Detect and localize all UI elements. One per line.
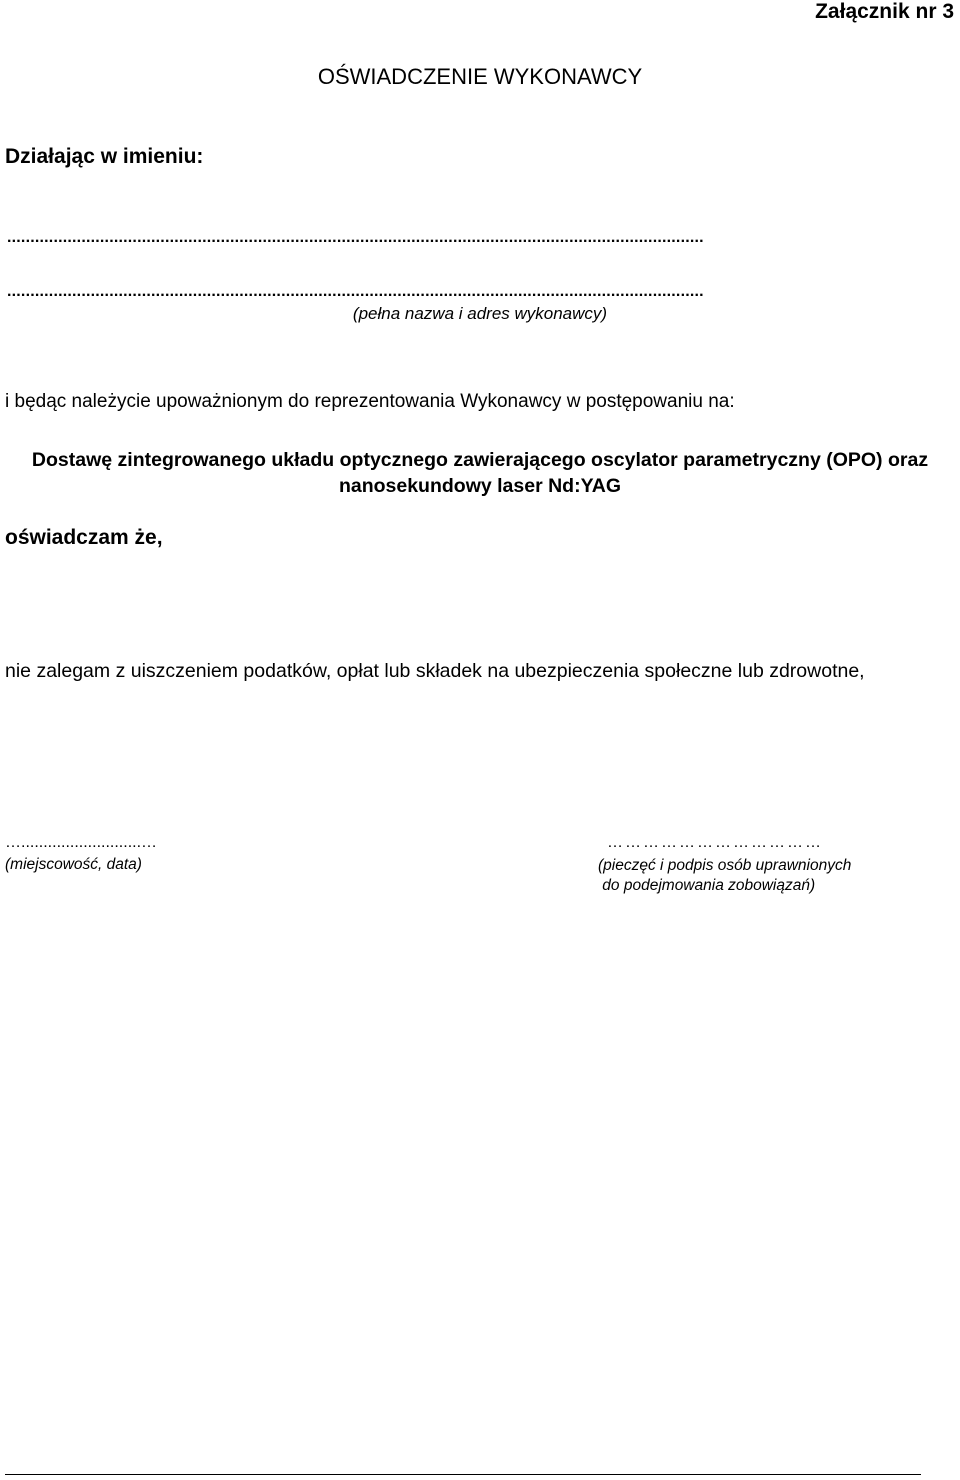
contractor-fill-line-2: ...................................................................................................................................................... (7, 283, 704, 300)
place-date-caption: (miejscowość, data) (5, 856, 142, 873)
contractor-fill-line-1: ...................................................................................................................................................... (7, 229, 704, 246)
procurement-subject: Dostawę zintegrowanego układu optycznego zawierającego oscylator parametryczny (OPO) oraz nanosekundowy laser Nd:YAG (31, 449, 929, 497)
signature-caption: (pieczęć i podpis osób uprawnionych do podejmowania zobowiązań) (598, 857, 852, 894)
signature-fill-line: ……………………………… (607, 834, 823, 851)
place-date-fill-line: …...........................… (5, 834, 158, 851)
declare-label: oświadczam że, (5, 526, 163, 549)
declaration-statement: nie zalegam z uiszczeniem podatków, opłat lub składek na ubezpieczenia społeczne lub zdrowotne, (5, 660, 865, 682)
document-title: OŚWIADCZENIE WYKONAWCY (317, 64, 643, 89)
authorized-statement: i będąc należycie upoważnionym do reprezentowania Wykonawcy w postępowaniu na: (5, 391, 735, 412)
contractor-caption: (pełna nazwa i adres wykonawcy) (352, 304, 608, 323)
acting-on-behalf-label: Działając w imieniu: (5, 145, 204, 168)
annex-label: Załącznik nr 3 (815, 0, 954, 23)
bottom-divider (5, 1474, 921, 1475)
